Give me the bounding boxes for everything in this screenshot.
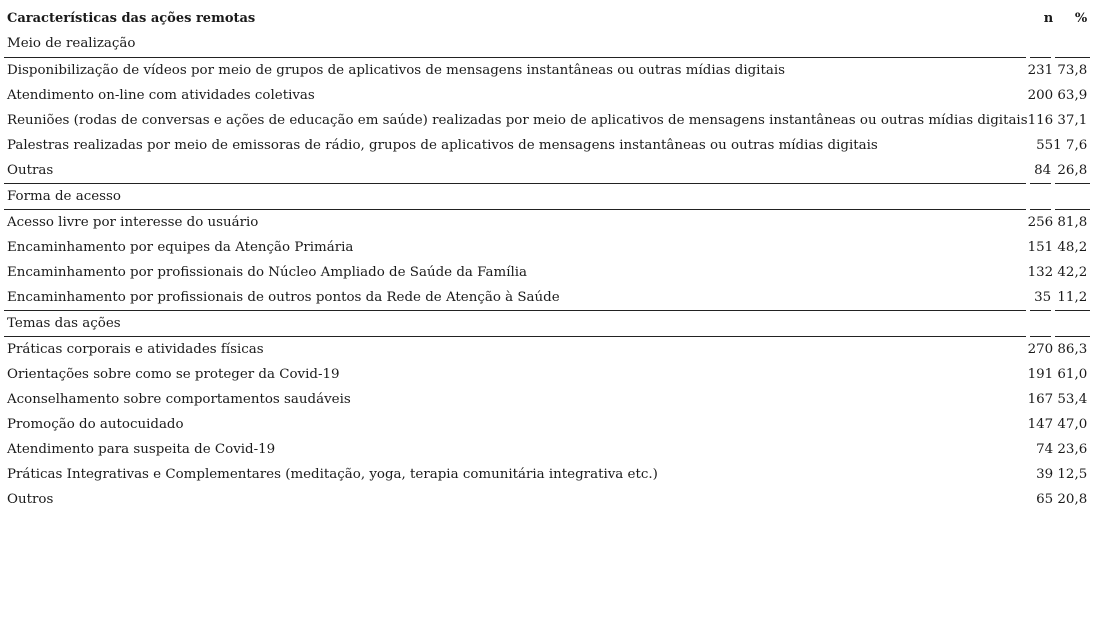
row-pct: 48,2 <box>1057 239 1088 255</box>
table-row <box>4 235 1090 260</box>
row-label: Práticas corporais e atividades físicas <box>7 341 264 357</box>
row-label: Atendimento para suspeita de Covid-19 <box>7 441 276 457</box>
table-row <box>4 158 1090 184</box>
row-label: Outros <box>7 491 54 507</box>
row-label: Disponibilização de vídeos por meio de grupos de aplicativos de mensagens instantâneas ou outras mídias digitais <box>7 62 785 78</box>
table-row <box>4 285 1090 311</box>
row-pct: 12,5 <box>1057 466 1088 482</box>
row-n: 167 <box>1027 391 1054 407</box>
table-row <box>4 487 1090 512</box>
section-n-cell <box>1028 183 1054 209</box>
section-header-row <box>4 310 1090 336</box>
section-title: Temas das ações <box>4 310 1028 336</box>
row-label: Atendimento on-line com atividades coletivas <box>7 87 315 103</box>
table-row <box>4 462 1090 487</box>
row-pct: 20,8 <box>1057 491 1088 507</box>
row-n: 55 <box>1036 137 1054 153</box>
section-title: Meio de realização <box>4 31 1028 57</box>
row-pct: 63,9 <box>1057 87 1088 103</box>
table-row <box>4 209 1090 235</box>
table-row <box>4 83 1090 108</box>
table-row <box>4 260 1090 285</box>
table-row <box>4 57 1090 83</box>
row-n: 147 <box>1027 416 1054 432</box>
table-row <box>4 412 1090 437</box>
section-header-row <box>4 183 1090 209</box>
table-row <box>4 336 1090 362</box>
row-pct: 81,8 <box>1057 214 1088 230</box>
row-pct: 11,2 <box>1053 285 1090 311</box>
header-pct: % <box>1074 11 1088 26</box>
row-label: Acesso livre por interesse do usuário <box>7 214 259 230</box>
row-pct: 26,8 <box>1053 158 1090 184</box>
row-label: Encaminhamento por equipes da Atenção Primária <box>7 239 354 255</box>
row-pct: 53,4 <box>1057 391 1088 407</box>
table-row <box>4 108 1090 133</box>
row-label: Encaminhamento por profissionais do Núcleo Ampliado de Saúde da Família <box>7 264 528 280</box>
row-pct: 73,8 <box>1057 62 1088 78</box>
row-label: Aconselhamento sobre comportamentos saudáveis <box>7 391 351 407</box>
row-n: 191 <box>1027 366 1054 382</box>
row-n: 84 <box>1028 158 1054 184</box>
row-pct: 61,0 <box>1057 366 1088 382</box>
row-n: 231 <box>1027 62 1054 78</box>
row-label: Reuniões (rodas de conversas e ações de educação em saúde) realizadas por meio de aplicativos de mensagens instantâneas ou outras mídias digitais <box>7 112 1028 128</box>
row-n: 116 <box>1027 112 1054 128</box>
row-n: 270 <box>1027 341 1054 357</box>
remote-actions-table <box>4 6 1090 512</box>
row-label: Palestras realizadas por meio de emissoras de rádio, grupos de aplicativos de mensagens instantâneas ou outras mídias digitais <box>7 137 878 153</box>
row-pct: 42,2 <box>1057 264 1088 280</box>
section-n-cell <box>1028 310 1054 336</box>
section-pct-cell <box>1053 183 1090 209</box>
section-pct-cell <box>1053 310 1090 336</box>
section-n-cell <box>1028 31 1054 57</box>
row-n: 65 <box>1036 491 1054 507</box>
table-row <box>4 362 1090 387</box>
row-n: 200 <box>1027 87 1054 103</box>
row-pct: 23,6 <box>1057 441 1088 457</box>
section-title: Forma de acesso <box>4 183 1028 209</box>
row-label: Promoção do autocuidado <box>7 416 184 432</box>
table-row <box>4 387 1090 412</box>
row-pct: 47,0 <box>1057 416 1088 432</box>
section-pct-cell <box>1053 31 1090 57</box>
table-row <box>4 133 1090 158</box>
row-pct: 37,1 <box>1057 112 1088 128</box>
row-n: 151 <box>1027 239 1054 255</box>
row-n: 39 <box>1036 466 1054 482</box>
row-n: 74 <box>1036 441 1054 457</box>
row-label: Práticas Integrativas e Complementares (meditação, yoga, terapia comunitária integrativa etc.) <box>7 466 658 482</box>
row-label: Outras <box>4 158 1028 184</box>
row-n: 35 <box>1028 285 1054 311</box>
header-n: n <box>1043 11 1054 26</box>
row-label: Encaminhamento por profissionais de outros pontos da Rede de Atenção à Saúde <box>4 285 1028 311</box>
row-pct: 86,3 <box>1057 341 1088 357</box>
header-label: Características das ações remotas <box>7 11 256 26</box>
row-n: 132 <box>1027 264 1054 280</box>
table-header-row <box>4 6 1090 31</box>
section-header-row <box>4 31 1090 57</box>
table-body <box>4 6 1090 512</box>
table-row <box>4 437 1090 462</box>
row-pct: 1 7,6 <box>1053 137 1088 153</box>
row-label: Orientações sobre como se proteger da Covid-19 <box>7 366 340 382</box>
row-n: 256 <box>1027 214 1054 230</box>
